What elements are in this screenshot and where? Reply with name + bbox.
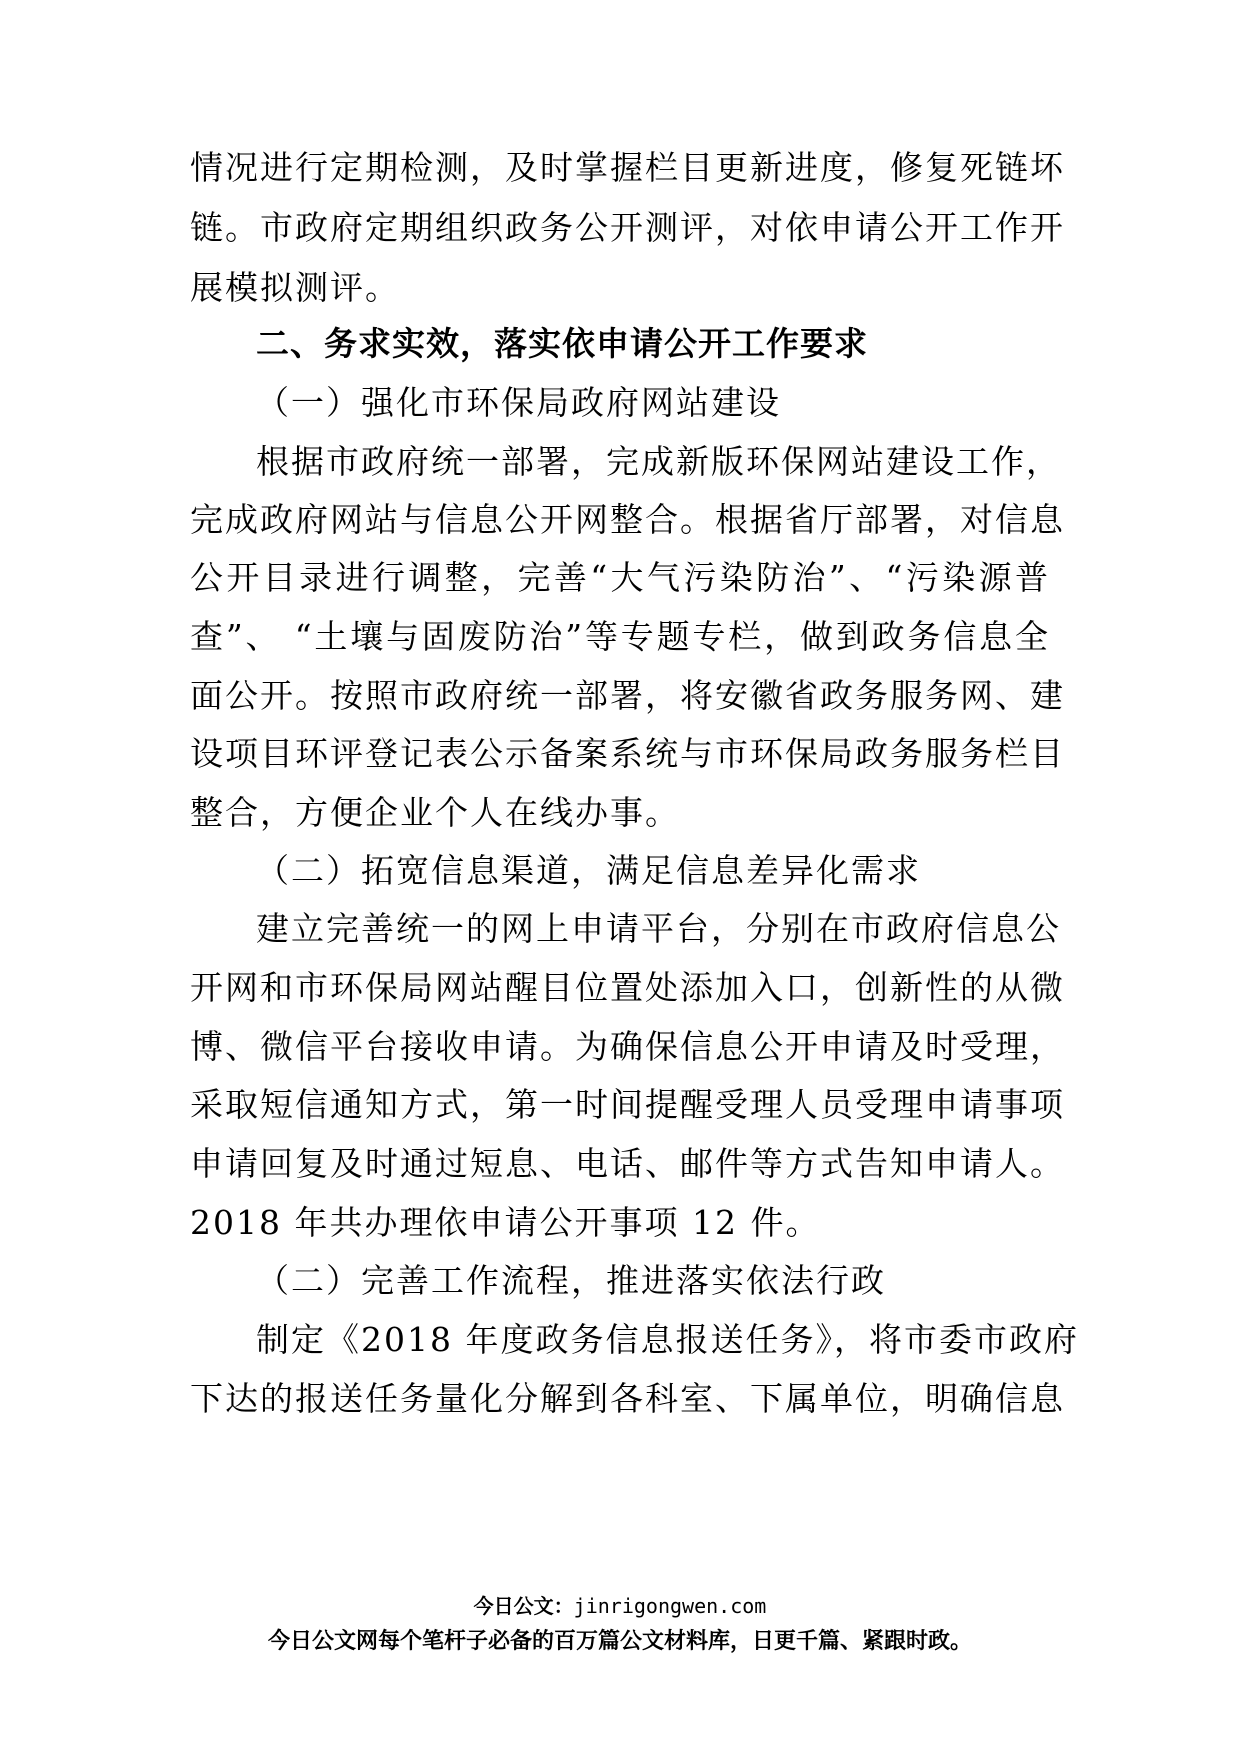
subsection-heading: （二）完善工作流程，推进落实依法行政 [256, 1261, 886, 1300]
subsection-heading: （一）强化市环保局政府网站建设 [256, 383, 781, 422]
body-line: 公开目录进行调整，完善“大气污染防治”、“污染源普 [190, 558, 1050, 597]
body-line: 查”、 “土壤与固废防治”等专题专栏，做到政务信息全 [190, 617, 1050, 656]
body-line: 完成政府网站与信息公开网整合。根据省厅部署，对信息 [190, 500, 1065, 539]
body-line: 面公开。按照市政府统一部署，将安徽省政务服务网、建 [190, 676, 1065, 715]
body-line: 根据市政府统一部署，完成新版环保网站建设工作， [256, 442, 1061, 481]
body-line: 2018 年共办理依申请公开事项 12 件。 [190, 1203, 821, 1242]
footer-site-link[interactable] [0, 1593, 1240, 1619]
body-line: 设项目环评登记表公示备案系统与市环保局政务服务栏目 [190, 734, 1065, 773]
footer-tagline: 今日公文网每个笔杆子必备的百万篇公文材料库，日更千篇、紧跟时政。 [267, 1629, 972, 1654]
body-line: 博、微信平台接收申请。为确保信息公开申请及时受理， [190, 1027, 1065, 1066]
body-line: 情况进行定期检测，及时掌握栏目更新进度，修复死链坏 [190, 148, 1065, 187]
body-line: 展模拟测评。 [190, 268, 400, 307]
body-line: 整合，方便企业个人在线办事。 [190, 793, 680, 832]
body-line: 下达的报送任务量化分解到各科室、下属单位，明确信息 [190, 1379, 1065, 1418]
body-line: 制定《2018 年度政务信息报送任务》，将市委市政府 [256, 1320, 1079, 1359]
footer-site-url[interactable]: jinrigongwen.com [573, 1594, 767, 1618]
section-heading: 二、务求实效，落实依申请公开工作要求 [256, 324, 868, 363]
body-line: 链。市政府定期组织政务公开测评，对依申请公开工作开 [190, 208, 1065, 247]
footer-site-label: 今日公文： [473, 1594, 574, 1618]
body-line: 建立完善统一的网上申请平台，分别在市政府信息公 [256, 909, 1061, 948]
subsection-heading: （二）拓宽信息渠道，满足信息差异化需求 [256, 851, 921, 890]
body-line: 开网和市环保局网站醒目位置处添加入口，创新性的从微 [190, 968, 1065, 1007]
body-line: 采取短信通知方式，第一时间提醒受理人员受理申请事项 [190, 1085, 1065, 1124]
body-line: 申请回复及时通过短息、电话、邮件等方式告知申请人。 [190, 1144, 1065, 1183]
